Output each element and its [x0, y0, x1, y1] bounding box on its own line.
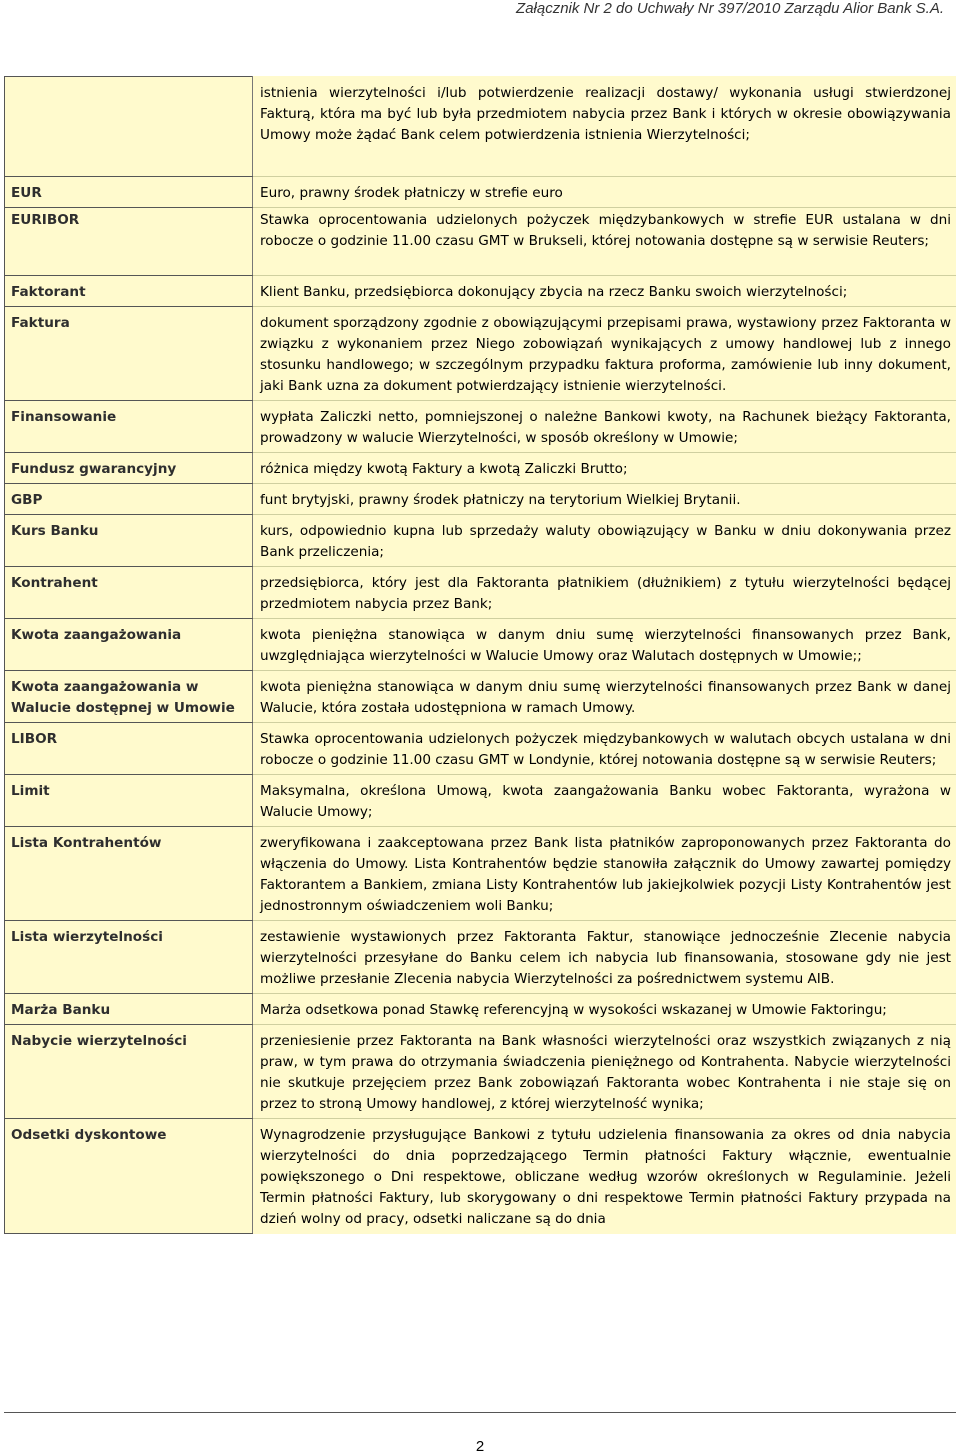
definition-cell: kwota pieniężna stanowiąca w danym dniu sumę wierzytelności finansowanych przez Bank, uwzględniająca wierzytelności w Walucie Umowy oraz Walutach dostępnych w Umowie;; — [253, 619, 957, 671]
term-cell: EUR — [5, 177, 253, 208]
term-cell: Faktura — [5, 307, 253, 401]
definition-cell: zestawienie wystawionych przez Faktoranta Faktur, stanowiące jednocześnie Zlecenie nabycia wierzytelności przesyłane do Banku celem ich nabycia lub finansowania, stosowane gdy nie jest możliwe przesłanie Zlecenia nabycia Wierzytelności za pośrednictwem systemu AIB. — [253, 921, 957, 994]
definition-cell: przeniesienie przez Faktoranta na Bank własności wierzytelności oraz wszystkich związanych z nią praw, w tym prawa do otrzymania świadczenia pieniężnego od Kontrahenta. Nabycie wierzytelności nie skutkuje przejęciem przez Bank zobowiązań Faktoranta wobec Kontrahenta i nie staje się on przez to stroną Umowy handlowej, z której wierzytelność wynika; — [253, 1025, 957, 1119]
term-cell: Marża Banku — [5, 994, 253, 1025]
table-row — [5, 453, 957, 484]
table-row — [5, 671, 957, 723]
table-row — [5, 1119, 957, 1234]
term-cell: GBP — [5, 484, 253, 515]
term-cell — [5, 77, 253, 177]
table-row — [5, 1025, 957, 1119]
definition-cell: Maksymalna, określona Umową, kwota zaangażowania Banku wobec Faktoranta, wyrażona w Walucie Umowy; — [253, 775, 957, 827]
term-cell: EURIBOR — [5, 208, 253, 276]
term-cell: Kwota zaangażowania — [5, 619, 253, 671]
definition-cell: Stawka oprocentowania udzielonych pożyczek międzybankowych w walutach obcych ustalana w dni robocze o godzinie 11.00 czasu GMT w Londynie, której notowania dostępne są w serwisie Reuters; — [253, 723, 957, 775]
table-row — [5, 276, 957, 307]
table-row — [5, 827, 957, 921]
term-cell: Lista Kontrahentów — [5, 827, 253, 921]
table-row — [5, 208, 957, 276]
definition-cell: przedsiębiorca, który jest dla Faktoranta płatnikiem (dłużnikiem) z tytułu wierzytelności będącej przedmiotem nabycia przez Bank; — [253, 567, 957, 619]
table-row — [5, 401, 957, 453]
table-row — [5, 515, 957, 567]
term-cell: Kurs Banku — [5, 515, 253, 567]
definition-cell: Marża odsetkowa ponad Stawkę referencyjną w wysokości wskazanej w Umowie Faktoringu; — [253, 994, 957, 1025]
definitions-table — [4, 76, 956, 1234]
definition-cell: kwota pieniężna stanowiąca w danym dniu sumę wierzytelności finansowanych przez Bank w danej Walucie, która została udostępniona w ramach Umowy. — [253, 671, 957, 723]
table-row — [5, 177, 957, 208]
table-row — [5, 723, 957, 775]
table-row — [5, 921, 957, 994]
page-number: 2 — [475, 1438, 485, 1455]
table-row — [5, 484, 957, 515]
bottom-divider — [4, 1412, 956, 1413]
term-cell: Fundusz gwarancyjny — [5, 453, 253, 484]
definition-cell: Klient Banku, przedsiębiorca dokonujący zbycia na rzecz Banku swoich wierzytelności; — [253, 276, 957, 307]
term-cell: Faktorant — [5, 276, 253, 307]
definition-cell: dokument sporządzony zgodnie z obowiązującymi przepisami prawa, wystawiony przez Faktoranta w związku z wykonaniem przez Niego zobowiązań wynikających z umowy handlowej lub z innego stosunku handlowego; w szczególnym przypadku faktura proforma, zamówienie lub inny dokument, jaki Bank uzna za dokument potwierdzający istnienie wierzytelności. — [253, 307, 957, 401]
table-row — [5, 619, 957, 671]
document-header — [516, 0, 944, 22]
definition-cell: Stawka oprocentowania udzielonych pożyczek międzybankowych w strefie EUR ustalana w dni robocze o godzinie 11.00 czasu GMT w Brukseli, której notowania dostępne są w serwisie Reuters; — [253, 208, 957, 276]
term-cell: Kwota zaangażowania w Walucie dostępnej w Umowie — [5, 671, 253, 723]
page-footer — [0, 1438, 960, 1455]
term-cell: Kontrahent — [5, 567, 253, 619]
term-cell: LIBOR — [5, 723, 253, 775]
definition-cell: wypłata Zaliczki netto, pomniejszonej o należne Bankowi kwoty, na Rachunek bieżący Faktoranta, prowadzony w walucie Wierzytelności, w sposób określony w Umowie; — [253, 401, 957, 453]
table-row — [5, 994, 957, 1025]
definitions-table-wrapper — [4, 76, 956, 1234]
definition-cell: różnica między kwotą Faktury a kwotą Zaliczki Brutto; — [253, 453, 957, 484]
definition-cell: Wynagrodzenie przysługujące Bankowi z tytułu udzielenia finansowania za okres od dnia nabycia wierzytelności do dnia poprzedzającego Termin płatności Faktury włącznie, ewentualnie powiększonego o Dni respektowe, obliczane według wzorów określonych w Regulaminie. Jeżeli Termin płatności Faktury, lub skorygowany o dni respektowe Termin płatności Faktury przypada na dzień wolny od pracy, odsetki naliczane są do dnia — [253, 1119, 957, 1234]
definition-cell: zweryfikowana i zaakceptowana przez Bank lista płatników zaproponowanych przez Faktoranta do włączenia do Umowy. Lista Kontrahentów będzie stanowiła załącznik do Umowy zawartej pomiędzy Faktorantem a Bankiem, zmiana Listy Kontrahentów lub jakiejkolwiek pozycji Listy Kontrahentów jest jednostronnym oświadczeniem woli Banku; — [253, 827, 957, 921]
definition-cell: Euro, prawny środek płatniczy w strefie euro — [253, 177, 957, 208]
header-title: Załącznik Nr 2 do Uchwały Nr 397/2010 Zarządu Alior Bank S.A. — [516, 0, 944, 17]
term-cell: Lista wierzytelności — [5, 921, 253, 994]
term-cell: Limit — [5, 775, 253, 827]
table-row — [5, 307, 957, 401]
term-cell: Nabycie wierzytelności — [5, 1025, 253, 1119]
definition-cell: funt brytyjski, prawny środek płatniczy na terytorium Wielkiej Brytanii. — [253, 484, 957, 515]
table-row — [5, 77, 957, 177]
table-row — [5, 567, 957, 619]
term-cell: Finansowanie — [5, 401, 253, 453]
definition-cell: kurs, odpowiednio kupna lub sprzedaży waluty obowiązujący w Banku w dniu dokonywania przez Bank przeliczenia; — [253, 515, 957, 567]
term-cell: Odsetki dyskontowe — [5, 1119, 253, 1234]
table-row — [5, 775, 957, 827]
definition-cell: istnienia wierzytelności i/lub potwierdzenie realizacji dostawy/ wykonania usługi stwierdzonej Fakturą, która ma być lub była przedmiotem nabycia przez Bank i których w okresie obowiązywania Umowy może żądać Bank celem potwierdzenia istnienia Wierzytelności; — [260, 84, 951, 143]
